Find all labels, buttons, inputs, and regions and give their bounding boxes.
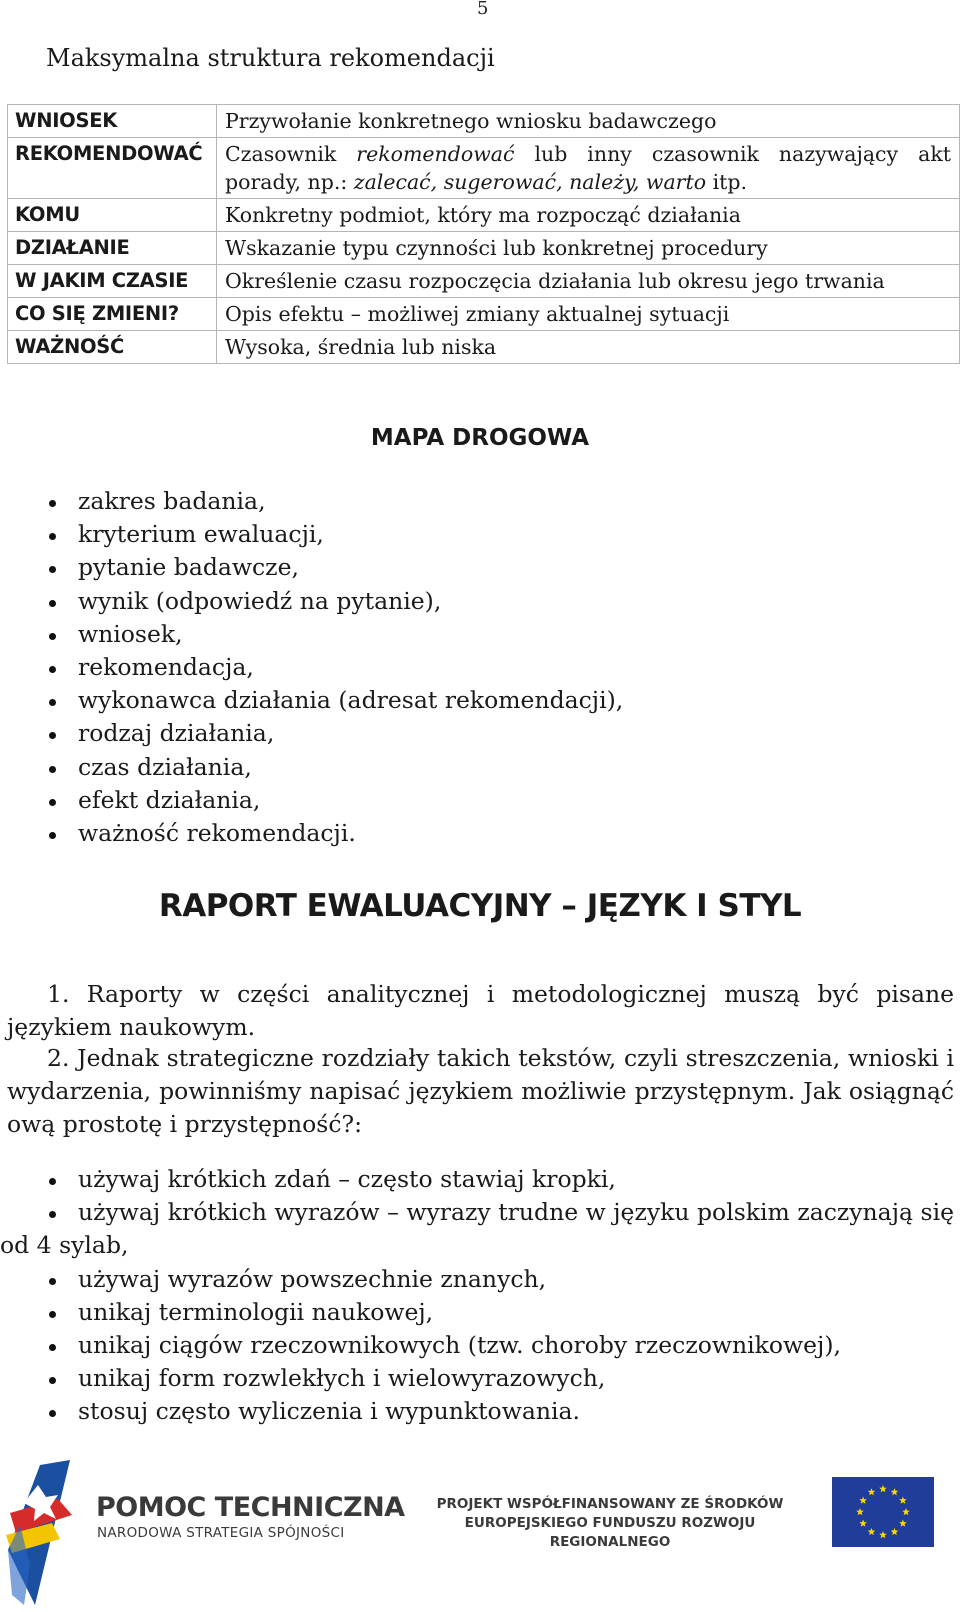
list-item: wniosek, [0,618,623,651]
row-value [217,138,960,199]
table-row [8,138,960,199]
list-item: unikaj form rozwlekłych i wielowyrazowych, [0,1362,954,1395]
list-item: wynik (odpowiedź na pytanie), [0,585,623,618]
list-item: używaj wyrazów powszechnie znanych, [0,1263,954,1296]
row-value-text: itp. [706,170,748,194]
row-value-emphasis: rekomendować [356,142,515,166]
style-tips-list [0,1163,954,1429]
list-item: ważność rekomendacji. [0,817,623,850]
paragraph: 2. Jednak strategiczne rozdziały takich tekstów, czyli streszczenia, wnioski i wydarzenia, powinniśmy napisać językiem możliwie przystępnym. Jak osiągnąć ową prostotę i przystępność?: [7,1044,954,1138]
page-number: 5 [477,0,489,19]
row-value: Wysoka, średnia lub niska [217,331,960,364]
list-item: unikaj terminologii naukowej, [0,1296,954,1329]
row-value: Przywołanie konkretnego wniosku badawczego [217,105,960,138]
row-key: W JAKIM CZASIE [8,265,217,298]
list-item: efekt działania, [0,784,623,817]
table-row [8,232,960,265]
row-key: REKOMENDOWAĆ [8,138,217,199]
list-item: rodzaj działania, [0,717,623,750]
row-key: KOMU [8,199,217,232]
row-value: Konkretny podmiot, który ma rozpocząć działania [217,199,960,232]
cofinance-line: EUROPEJSKIEGO FUNDUSZU ROZWOJU REGIONALNEGO [464,1515,756,1550]
list-item: zakres badania, [0,485,623,518]
table-row [8,331,960,364]
roadmap-list [0,485,623,850]
table-row [8,298,960,331]
row-value: Wskazanie typu czynności lub konkretnej procedury [217,232,960,265]
table-title: Maksymalna struktura rekomendacji [46,44,495,72]
cofinance-line: PROJEKT WSPÓŁFINANSOWANY ZE ŚRODKÓW [436,1496,784,1512]
list-item: używaj krótkich wyrazów – wyrazy trudne w języku polskim zaczynają się od 4 sylab, [0,1196,954,1262]
list-item: używaj krótkich zdań – często stawiaj kropki, [0,1163,954,1196]
eu-flag-icon [832,1477,934,1547]
row-value-emphasis: zalecać, sugerować, należy, warto [353,170,707,194]
list-item: unikaj ciągów rzeczownikowych (tzw. choroby rzeczownikowej), [0,1329,954,1362]
row-value-text: lub inny czasownik nazywający akt porady, np.: [225,142,951,194]
roadmap-heading: MAPA DROGOWA [370,425,590,451]
row-key: WAŻNOŚĆ [8,331,217,364]
row-key: DZIAŁANIE [8,232,217,265]
row-key: CO SIĘ ZMIENI? [8,298,217,331]
footer-brand: POMOC TECHNICZNA [96,1492,405,1523]
list-item: wykonawca działania (adresat rekomendacji), [0,684,623,717]
list-item: rekomendacja, [0,651,623,684]
recommendation-structure-table [7,104,960,364]
table-row [8,265,960,298]
cofinance-note [410,1495,810,1552]
row-value-text: Czasownik [225,142,357,166]
list-item: pytanie badawcze, [0,551,623,584]
section-heading: RAPORT EWALUACYJNY – JĘZYK I STYL [158,888,802,924]
table-row [8,199,960,232]
row-value: Opis efektu – możliwej zmiany aktualnej sytuacji [217,298,960,331]
row-value: Określenie czasu rozpoczęcia działania lub okresu jego trwania [217,265,960,298]
logo-emblem-icon [0,1455,90,1605]
row-key: WNIOSEK [8,105,217,138]
list-item: czas działania, [0,751,623,784]
list-item: stosuj często wyliczenia i wypunktowania. [0,1395,954,1428]
list-item: kryterium ewaluacji, [0,518,623,551]
table-row [8,105,960,138]
footer-brand-sub: NARODOWA STRATEGIA SPÓJNOŚCI [97,1525,345,1541]
paragraph: 1. Raporty w części analitycznej i metodologicznej muszą być pisane językiem naukowym. [7,980,954,1041]
